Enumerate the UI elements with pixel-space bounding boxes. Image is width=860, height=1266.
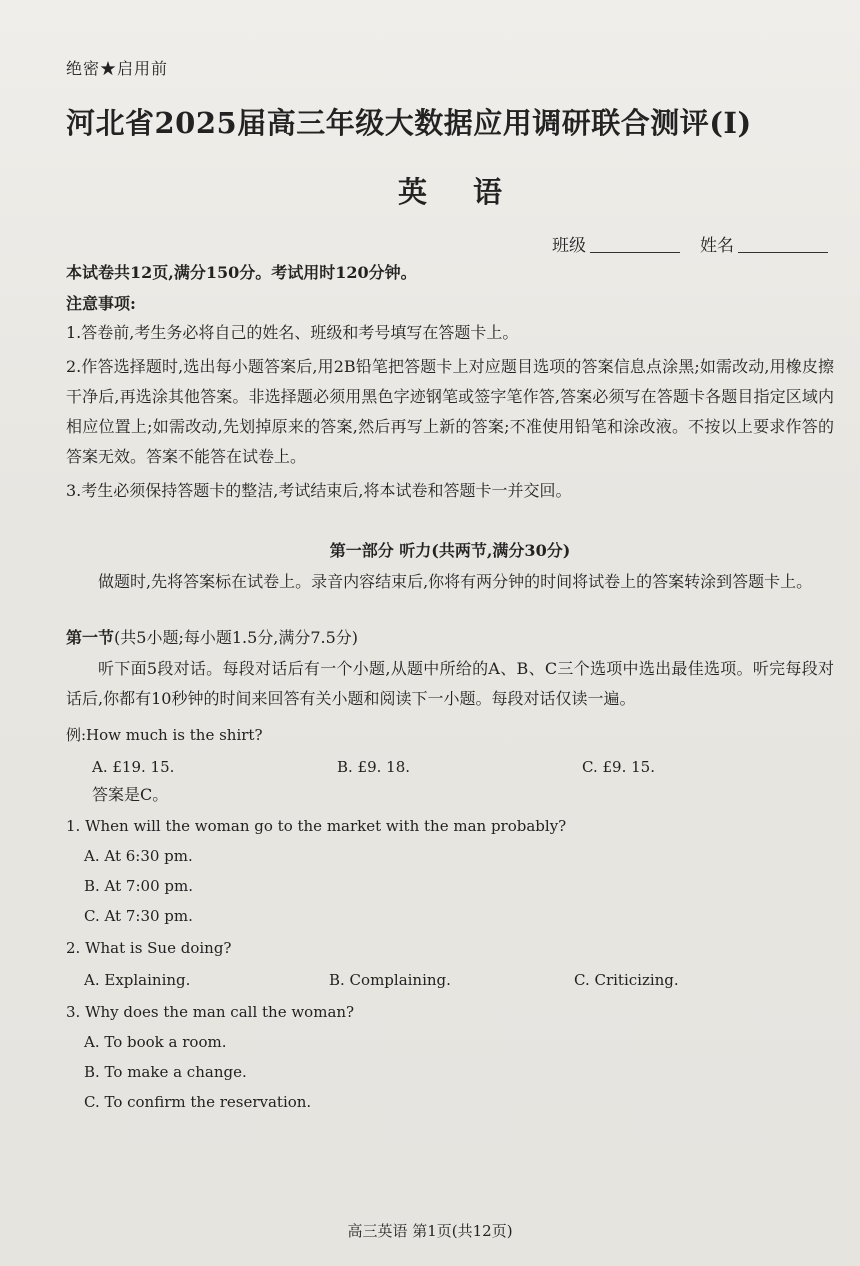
exam-info: 本试卷共12页,满分150分。考试用时120分钟。 — [66, 263, 417, 282]
question-3-option-a: A. To book a room. — [84, 1033, 227, 1051]
student-info-row — [66, 231, 834, 256]
name-blank — [738, 252, 828, 253]
part1-instruction: 做题时,先将答案标在试卷上。录音内容结束后,你将有两分钟的时间将试卷上的答案转涂到答题卡上。 — [98, 572, 813, 591]
question-3-option-c: C. To confirm the reservation. — [84, 1093, 312, 1111]
question-2-options — [66, 969, 834, 991]
class-label: 班级 — [552, 236, 586, 256]
question-2-option-a: A. Explaining. — [84, 971, 191, 989]
note-item: 1.答卷前,考生务必将自己的姓名、班级和考号填写在答题卡上。 — [66, 323, 519, 342]
question-1-stem: 1. When will the woman go to the market with the man probably? — [66, 817, 567, 835]
example-answer: 答案是C。 — [92, 785, 169, 804]
name-label: 姓名 — [700, 236, 734, 256]
section1-detail: (共5小题;每小题1.5分,满分7.5分) — [114, 628, 359, 647]
question-1-option-a: A. At 6:30 pm. — [84, 847, 193, 865]
question-1-option-b: B. At 7:00 pm. — [84, 877, 193, 895]
confidential-mark: 绝密★启用前 — [66, 59, 169, 78]
notes-heading: 注意事项: — [66, 294, 136, 313]
subject-title: 英 语 — [397, 175, 521, 209]
note-item: 2.作答选择题时,选出每小题答案后,用2B铅笔把答题卡上对应题目选项的答案信息点涂黑;如需改动,用橡皮擦干净后,再选涂其他答案。非选择题必须用黑色字迹钢笔或签字笔作答,答案必须写在答题卡各题目指定区域内相应位置上;如需改动,先划掉原来的答案,然后再写上新的答案;不准使用铅笔和涂改液。不按以上要求作答的答案无效。答案不能答在试卷上。 — [66, 357, 834, 466]
exam-title: 河北省2025届高三年级大数据应用调研联合测评(Ⅰ) — [66, 106, 752, 140]
question-3-stem: 3. Why does the man call the woman? — [66, 1003, 355, 1021]
question-2-option-c: C. Criticizing. — [574, 971, 679, 989]
example-question: 例:How much is the shirt? — [66, 726, 263, 744]
section1-title: 第一节 — [66, 628, 115, 647]
example-option-a: A. £19. 15. — [92, 758, 175, 776]
class-blank — [590, 252, 680, 253]
section1-heading — [66, 625, 834, 648]
question-1-option-c: C. At 7:30 pm. — [84, 907, 193, 925]
part1-heading: 第一部分 听力(共两节,满分30分) — [329, 541, 571, 560]
example-option-b: B. £9. 18. — [337, 758, 411, 776]
question-2-option-b: B. Complaining. — [329, 971, 451, 989]
note-item: 3.考生必须保持答题卡的整洁,考试结束后,将本试卷和答题卡一并交回。 — [66, 481, 572, 500]
question-2-stem: 2. What is Sue doing? — [66, 939, 232, 957]
page-footer: 高三英语 第1页(共12页) — [347, 1222, 513, 1240]
question-3-option-b: B. To make a change. — [84, 1063, 247, 1081]
section1-instruction: 听下面5段对话。每段对话后有一个小题,从题中所给的A、B、C三个选项中选出最佳选项。听完每段对话后,你都有10秒钟的时间来回答有关小题和阅读下一小题。每段对话仅读一遍。 — [66, 659, 834, 708]
example-options — [66, 756, 834, 778]
example-option-c: C. £9. 15. — [582, 758, 655, 776]
